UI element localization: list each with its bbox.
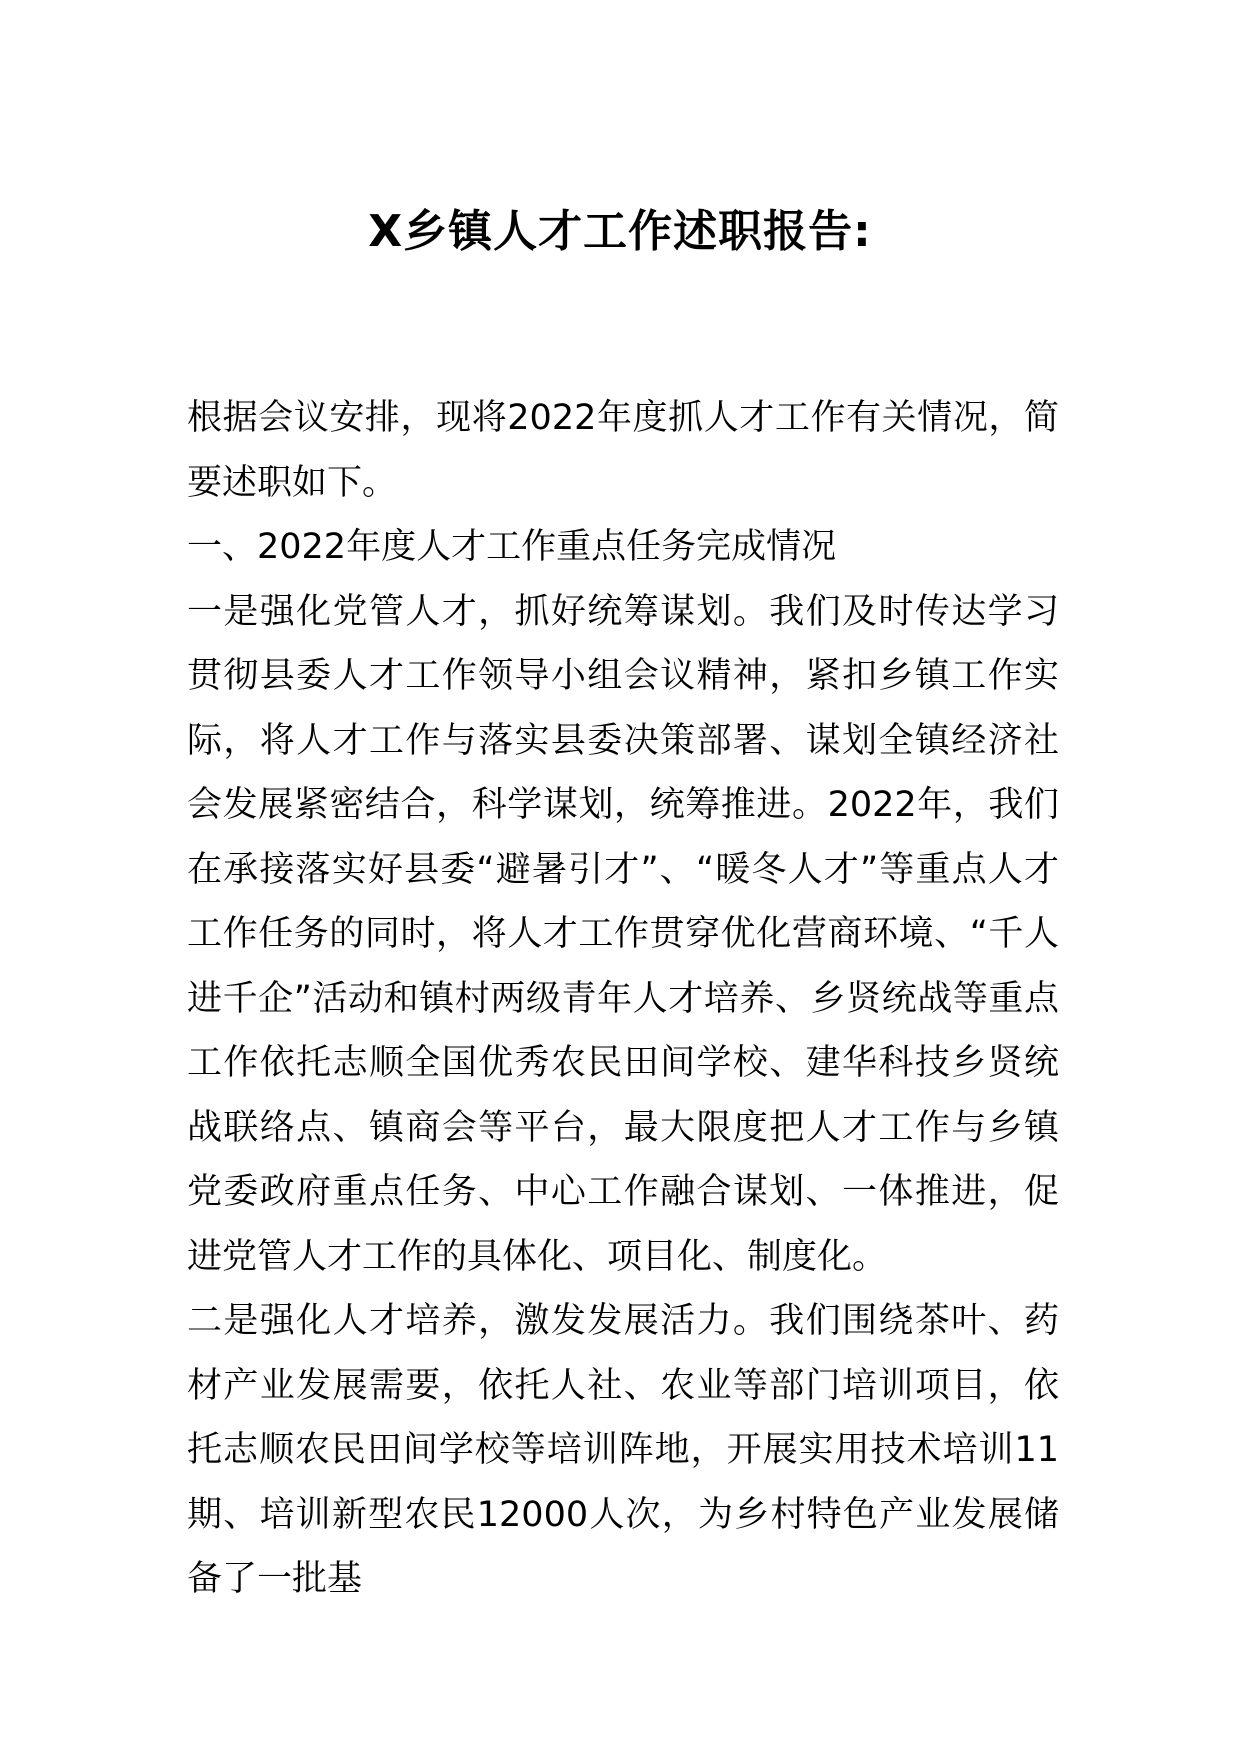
paragraph-intro: 根据会议安排，现将2022年度抓人才工作有关情况，简要述职如下。 bbox=[187, 398, 1059, 503]
paragraph-point-one: 一是强化党管人才，抓好统筹谋划。我们及时传达学习贯彻县委人才工作领导小组会议精神，紧扣乡镇工作实际，将人才工作与落实县委决策部署、谋划全镇经济社会发展紧密结合，科学谋划，统筹推进。2022年，我们在承接落实好县委“避暑引才”、“暖冬人才”等重点人才工作任务的同时，将人才工作贯穿优化营商环境、“千人进千企”活动和镇村两级青年人才培养、乡贤统战等重点工作依托志顺全国优秀农民田间学校、建华科技乡贤统战联络点、镇商会等平台，最大限度把人才工作与乡镇党委政府重点任务、中心工作融合谋划、一体推进，促进党管人才工作的具体化、项目化、制度化。 bbox=[187, 591, 1059, 1277]
paragraph-point-two: 二是强化人才培养，激发发展活力。我们围绕茶叶、药材产业发展需要，依托人社、农业等部门培训项目，依托志顺农民田间学校等培训阵地，开展实用技术培训11期、培训新型农民12000人次，为乡村特色产业发展储备了一批基 bbox=[187, 1301, 1059, 1599]
document-body bbox=[187, 386, 1059, 1612]
section-heading: 一、2022年度人才工作重点任务完成情况 bbox=[187, 527, 837, 567]
document-title: X乡镇人才工作述职报告: bbox=[368, 206, 872, 258]
